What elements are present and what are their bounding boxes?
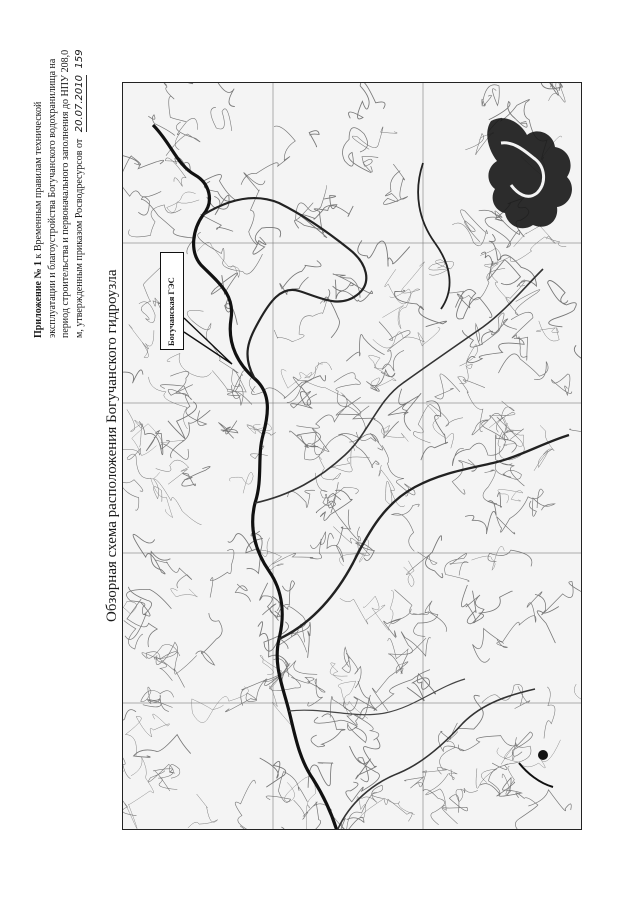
contour-line bbox=[455, 289, 492, 319]
contour-line bbox=[476, 768, 497, 788]
contour-line bbox=[540, 83, 562, 95]
contour-line bbox=[164, 83, 186, 122]
contour-line bbox=[123, 601, 137, 631]
contour-line bbox=[300, 375, 325, 405]
contour-line bbox=[244, 173, 265, 245]
contour-line bbox=[552, 374, 572, 395]
contour-line bbox=[314, 717, 366, 742]
contour-line bbox=[258, 622, 289, 686]
contour-line bbox=[227, 384, 252, 406]
appendix-header bbox=[32, 48, 87, 338]
contour-line bbox=[358, 681, 377, 719]
contour-line bbox=[196, 613, 223, 665]
contour-line bbox=[392, 504, 419, 551]
contour-line bbox=[426, 774, 458, 824]
contour-line bbox=[167, 353, 212, 377]
contour-line bbox=[352, 127, 397, 149]
contour-line bbox=[452, 210, 487, 246]
contour-line bbox=[168, 371, 193, 395]
order-number: 159 bbox=[73, 49, 85, 69]
contour-line bbox=[366, 370, 395, 391]
contour-line bbox=[388, 389, 421, 431]
contour-line bbox=[133, 534, 170, 574]
contour-line bbox=[253, 227, 281, 254]
contour-line bbox=[460, 344, 478, 383]
contour-line bbox=[429, 260, 454, 276]
contour-line bbox=[278, 802, 321, 830]
east-river bbox=[279, 435, 569, 639]
contour-line bbox=[125, 757, 154, 829]
contour-line bbox=[498, 489, 523, 503]
contour-line bbox=[407, 674, 436, 701]
map-title: Обзорная схема расположения Богучанского гидроузла bbox=[104, 269, 120, 622]
contour-line bbox=[548, 281, 577, 327]
contour-line bbox=[535, 582, 582, 615]
contour-line bbox=[574, 675, 582, 702]
contour-line bbox=[350, 738, 380, 779]
contour-line bbox=[167, 192, 200, 213]
contour-line bbox=[488, 550, 532, 566]
contour-line bbox=[383, 164, 407, 204]
contour-line bbox=[458, 377, 485, 432]
contour-line bbox=[138, 197, 195, 254]
contour-line bbox=[384, 609, 412, 637]
contour-line bbox=[497, 592, 542, 648]
contour-line bbox=[139, 421, 163, 454]
contour-line bbox=[381, 425, 408, 441]
contour-line bbox=[280, 261, 321, 295]
contour-line bbox=[406, 552, 437, 575]
contour-line bbox=[438, 723, 464, 752]
contour-line bbox=[272, 532, 325, 565]
contour-line bbox=[156, 655, 172, 680]
overview-map bbox=[122, 82, 582, 830]
appendix-text: к Временным правилам технической эксплуатации и благоустройства Богучанского водохранилища на период строительства и первоначального заполнения до НПУ 208,0 м, утвержденным приказом Росводресурсов от bbox=[33, 49, 85, 338]
contour-line bbox=[452, 460, 477, 495]
appendix-number: Приложение № 1 bbox=[33, 260, 44, 338]
contour-line bbox=[168, 402, 197, 439]
contour-line bbox=[309, 131, 319, 147]
contour-line bbox=[346, 335, 384, 362]
contour-line bbox=[182, 466, 210, 486]
contour-line bbox=[574, 345, 582, 364]
contour-line bbox=[498, 354, 548, 380]
contour-line bbox=[211, 107, 232, 131]
contour-line bbox=[125, 589, 171, 639]
contour-line bbox=[247, 423, 272, 435]
contour-line bbox=[495, 460, 521, 479]
contour-line bbox=[489, 234, 537, 287]
contour-line bbox=[291, 677, 325, 706]
contour-line bbox=[483, 470, 497, 504]
contour-line bbox=[448, 268, 505, 300]
contour-line bbox=[153, 479, 201, 525]
contour-line bbox=[515, 793, 538, 830]
contour-line bbox=[529, 498, 554, 516]
contour-line bbox=[456, 788, 478, 802]
order-date: 20.07.2010 bbox=[73, 75, 88, 132]
contour-line bbox=[570, 383, 582, 434]
contour-line bbox=[340, 598, 385, 624]
contour-line bbox=[385, 262, 425, 304]
settlement-marker bbox=[538, 750, 548, 760]
contour-line bbox=[291, 391, 317, 408]
contour-line bbox=[437, 767, 457, 780]
contour-line bbox=[274, 299, 326, 342]
contour-line bbox=[382, 289, 410, 329]
contour-line bbox=[129, 325, 154, 358]
contour-line bbox=[445, 554, 469, 582]
contour-line bbox=[344, 670, 430, 711]
contour-line bbox=[334, 373, 366, 442]
contour-line bbox=[148, 764, 177, 789]
contour-line bbox=[123, 370, 143, 387]
contour-line bbox=[511, 312, 533, 360]
contour-line bbox=[467, 591, 512, 624]
contour-line bbox=[536, 321, 559, 341]
contour-line bbox=[266, 772, 307, 803]
contour-line bbox=[188, 794, 218, 828]
contour-line bbox=[465, 492, 502, 534]
contour-line bbox=[349, 83, 386, 119]
contour-line bbox=[369, 355, 397, 387]
contour-line bbox=[123, 480, 143, 511]
contour-line bbox=[357, 797, 415, 818]
contour-line bbox=[197, 242, 239, 277]
contour-line bbox=[343, 128, 372, 173]
contour-line bbox=[506, 280, 540, 315]
contour-line bbox=[482, 85, 499, 107]
main-river bbox=[153, 125, 337, 830]
contour-line bbox=[414, 601, 447, 637]
contour-line bbox=[356, 432, 383, 450]
contour-line bbox=[229, 472, 253, 493]
contour-line bbox=[426, 536, 443, 578]
contour-line bbox=[124, 621, 143, 650]
contour-line bbox=[155, 560, 192, 588]
contour-line bbox=[252, 377, 309, 403]
contour-line bbox=[175, 118, 197, 149]
contour-line bbox=[161, 441, 189, 460]
contour-line bbox=[480, 248, 511, 303]
contour-line bbox=[413, 404, 463, 443]
contour-line bbox=[473, 629, 504, 663]
contour-line bbox=[435, 374, 460, 399]
contour-line bbox=[201, 214, 234, 231]
contour-line bbox=[123, 709, 136, 734]
contour-line bbox=[123, 448, 151, 478]
contour-line bbox=[142, 642, 185, 687]
contour-line bbox=[127, 409, 143, 447]
contour-line bbox=[372, 793, 412, 822]
map-canvas bbox=[123, 83, 582, 830]
contour-line bbox=[514, 225, 556, 247]
contour-line bbox=[395, 590, 429, 615]
contour-line bbox=[134, 735, 191, 758]
contour-line bbox=[264, 659, 318, 682]
contour-line bbox=[288, 490, 315, 507]
contour-line bbox=[260, 758, 286, 787]
contour-line bbox=[171, 588, 198, 597]
contour-line bbox=[379, 322, 410, 372]
contour-line bbox=[241, 126, 295, 185]
contour-line bbox=[235, 780, 259, 830]
contour-line bbox=[458, 732, 532, 756]
contour-line bbox=[544, 687, 555, 739]
contour-line bbox=[467, 338, 524, 362]
contour-line bbox=[154, 765, 180, 791]
contour-line bbox=[225, 679, 266, 712]
contour-line bbox=[421, 401, 448, 460]
reservoir-shape bbox=[487, 118, 572, 228]
contour-line bbox=[210, 549, 234, 597]
contour-line bbox=[358, 240, 410, 266]
contour-line bbox=[148, 115, 175, 136]
contour-line bbox=[537, 607, 559, 644]
contour-line bbox=[324, 289, 339, 338]
contour-line bbox=[388, 632, 431, 674]
contour-line bbox=[218, 421, 237, 439]
contour-line bbox=[123, 770, 137, 815]
contour-line bbox=[141, 687, 174, 707]
contour-line bbox=[296, 413, 360, 428]
contour-line bbox=[178, 83, 235, 107]
callout-label: Богучанская ГЭС bbox=[166, 277, 176, 346]
contour-line bbox=[284, 777, 315, 830]
contour-line bbox=[235, 584, 250, 602]
contour-line bbox=[372, 662, 408, 711]
